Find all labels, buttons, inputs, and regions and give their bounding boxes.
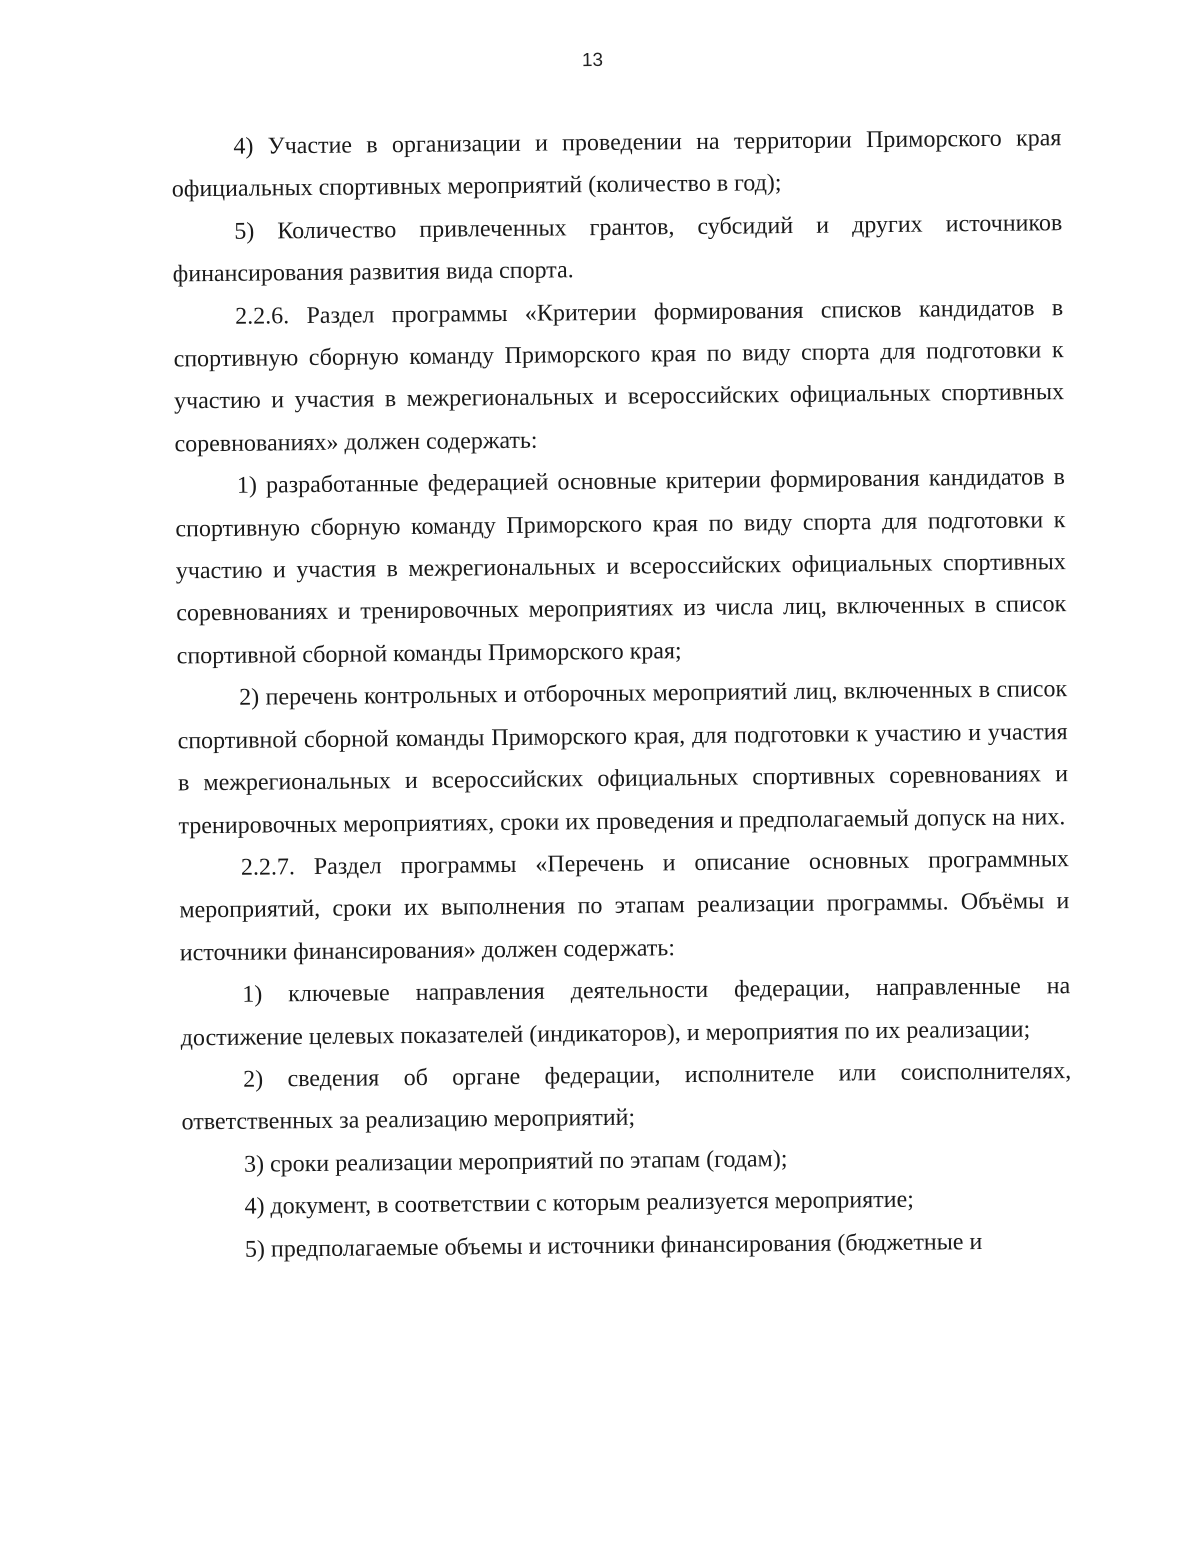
paragraph-2-2-7-item-5: 5) предполагаемые объемы и источники финансирования (бюджетные и xyxy=(244,1228,983,1263)
paragraph-section-2-2-7: 2.2.7. Раздел программы «Перечень и описание основных программных мероприятий, сроки их выполнения по этапам реализации программы. Объёмы и источники финансирования» должен содержать: xyxy=(179,846,1070,967)
paragraph-section-2-2-6: 2.2.6. Раздел программы «Критерии формирования списков кандидатов в спортивную сборную команду Приморского края по виду спорта для подготовки к участию и участия в межрегиональных и всероссийских официальных спортивных соревнованиях» должен содержать: xyxy=(173,294,1065,458)
document-body xyxy=(171,117,1073,1271)
page-number: 13 xyxy=(581,49,604,72)
paragraph-2-2-6-item-1: 1) разработанные федерацией основные критерии формирования кандидатов в спортивную сборную команду Приморского края по виду спорта для подготовки к участию и участия в межрегиональных и всероссийских официальных спортивных соревнованиях и тренировочных мероприятиях из числа лиц, включенных в список спортивной сборной команды Приморского края; xyxy=(175,464,1067,670)
paragraph-2-2-7-item-2: 2) сведения об органе федерации, исполнителе или соисполнителях, ответственных за реализацию мероприятий; xyxy=(181,1058,1072,1136)
paragraph-2-2-7-item-3: 3) сроки реализации мероприятий по этапам (годам); xyxy=(243,1145,788,1178)
paragraph-2-2-7-item-4: 4) документ, в соответствии с которым реализуется мероприятие; xyxy=(244,1186,915,1220)
paragraph-indicator-5: 5) Количество привлеченных грантов, субсидий и других источников финансирования развития вида спорта. xyxy=(172,209,1063,288)
paragraph-indicator-4: 4) Участие в организации и проведении на территории Приморского края официальных спортивных мероприятий (количество в год); xyxy=(171,125,1062,203)
paragraph-2-2-7-item-1: 1) ключевые направления деятельности федерации, направленные на достижение целевых показателей (индикаторов), и мероприятия по их реализации; xyxy=(180,973,1071,1051)
paragraph-2-2-6-item-2: 2) перечень контрольных и отборочных мероприятий лиц, включенных в список спортивной сборной команды Приморского края, для подготовки к участию и участия в межрегиональных и всероссийских официальных спортивных соревнованиях и тренировочных мероприятиях, сроки их проведения и предполагаемый допуск на них. xyxy=(177,676,1069,839)
